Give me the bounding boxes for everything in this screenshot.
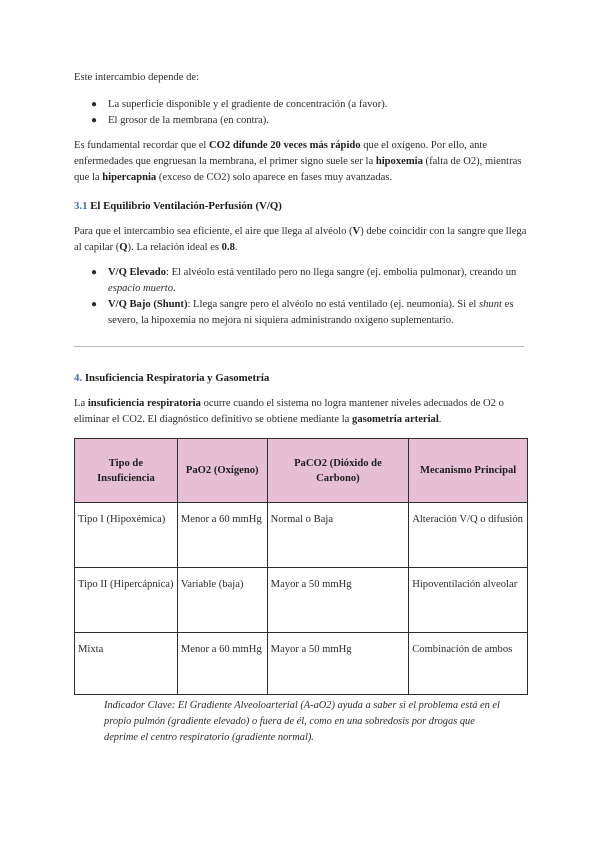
table-cell: Menor a 60 mmHg [177,633,267,695]
intro-paragraph: Es fundamental recordar que el CO2 difunde 20 veces más rápido que el oxígeno. Por ello, ante enfermedades que engruesan la membrana, el primer signo suele ser la hipoxemia (falta de O2), mientras que la hipercapnia (exceso de CO2) solo aparece en fases muy avanzadas. [74,140,522,183]
section-heading-4 [74,370,269,386]
table-header-row [75,439,528,503]
bullet-icon: ● [91,299,98,310]
section-number: 4. [74,372,83,384]
header-cell: PaCO2 (Dióxido de Carbono) [267,439,409,503]
table-cell: Hipoventilación alveolar [409,568,528,633]
table-cell: Mayor a 50 mmHg [267,568,409,633]
table-cell: Mayor a 50 mmHg [267,633,409,695]
gasometry-table [74,438,528,695]
table-cell: Tipo I (Hipoxémica) [75,503,178,568]
section-title: Insuficiencia Respiratoria y Gasometría [84,372,270,384]
list-item: ● V/Q Bajo (Shunt): Llega sangre pero el alvéolo no está ventilado (ej. neumonía). Si el shunt es severo, la hipoxemia no mejora ni siquiera administrando oxígeno suplementario. [91,299,514,326]
table-row [75,568,528,633]
vq-paragraph: Para que el intercambio sea eficiente, el aire que llega al alvéolo (V) debe coincidir con la sangre que llega al capilar (Q). La relación ideal es 0.8. [74,226,527,253]
bullet-icon: ● [91,115,98,126]
section-number: 3.1 [74,200,88,212]
section-title: El Equilibrio Ventilación-Perfusión (V/Q) [90,200,282,212]
intro-bullet-list [74,97,534,129]
header-cell: PaO2 (Oxígeno) [177,439,267,503]
vq-bullet-list [74,265,526,329]
table-row [75,503,528,568]
table-cell: Alteración V/Q o difusión [409,503,528,568]
bullet-icon: ● [91,267,98,278]
table-cell: Tipo II (Hipercápnica) [75,568,178,633]
table-cell: Combinación de ambos [409,633,528,695]
list-item: ● La superficie disponible y el gradiente de concentración (a favor). [74,97,534,113]
section-heading-3-1 [74,198,282,214]
table-cell: Mixta [75,633,178,695]
key-indicator-note: Indicador Clave: El Gradiente Alveoloarterial (A-aO2) ayuda a saber si el problema está en el propio pulmón (gradiente elevado) o fuera de él, como en una sobredosis por drogas que deprime el centro respiratorio (gradiente normal). [104,700,500,743]
table-cell: Menor a 60 mmHg [177,503,267,568]
table-cell: Normal o Baja [267,503,409,568]
respiratory-failure-paragraph: La insuficiencia respiratoria ocurre cuando el sistema no logra mantener niveles adecuados de O2 o eliminar el CO2. El diagnóstico definitivo se obtiene mediante la gasometría arterial. [74,398,504,425]
list-item: ● V/Q Elevado: El alvéolo está ventilado pero no llega sangre (ej. embolia pulmonar), creando un espacio muerto. [91,267,517,294]
header-cell: Mecanismo Principal [409,439,528,503]
horizontal-divider [74,346,524,347]
header-cell: Tipo de Insuficiencia [75,439,178,503]
table-row [75,633,528,695]
intro-lead: Este intercambio depende de: [74,72,200,83]
bullet-icon: ● [91,99,98,110]
list-item: ● El grosor de la membrana (en contra). [74,113,534,129]
table-cell: Variable (baja) [177,568,267,633]
